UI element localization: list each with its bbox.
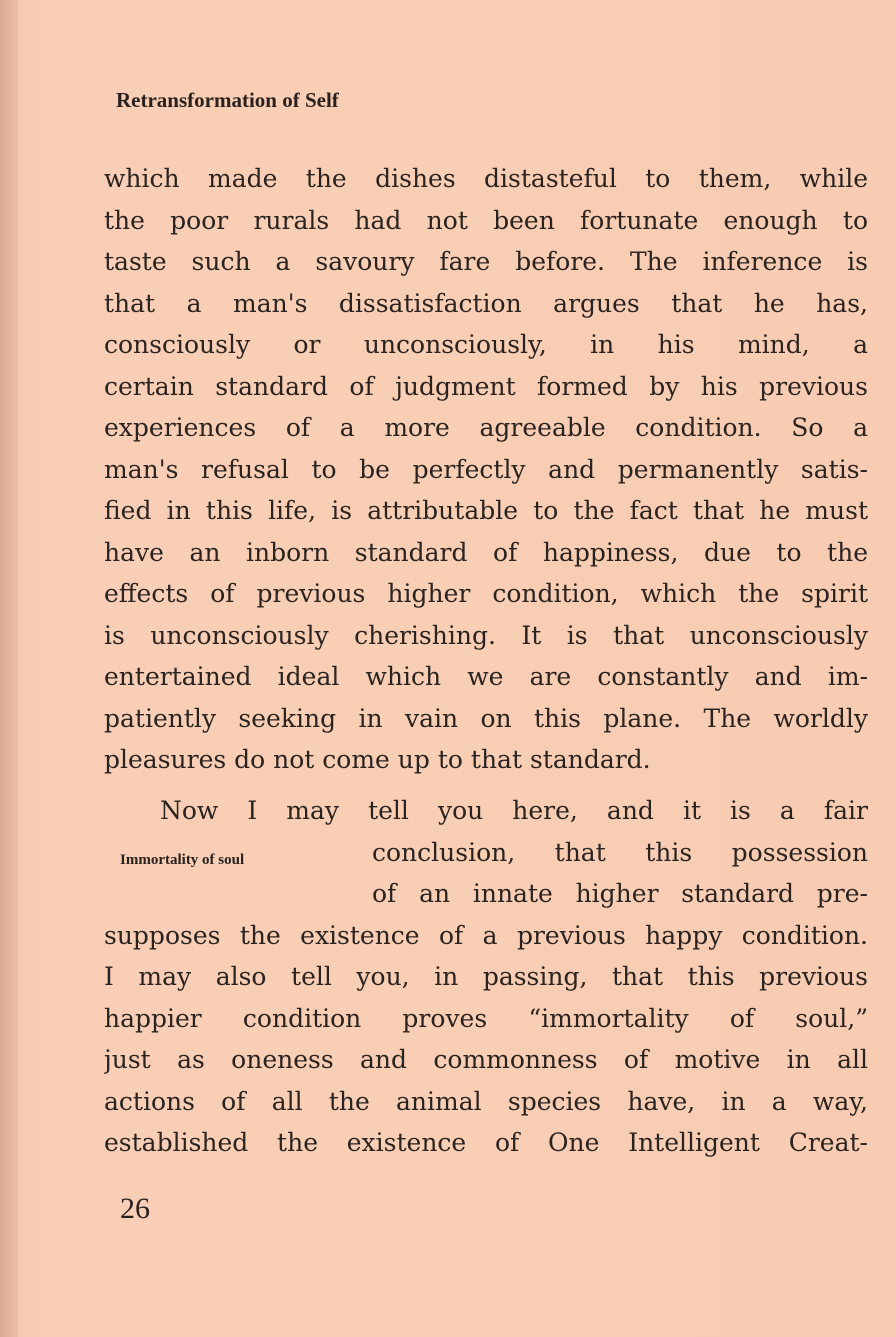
text-line: that a man's dissatisfaction argues that he has, — [104, 288, 868, 318]
text-line: taste such a savoury fare before. The inference is — [104, 247, 868, 276]
paragraph-2 — [104, 790, 868, 1164]
text-line: pleasures do not come up to that standard. — [104, 745, 651, 774]
text-line: certain standard of judgment formed by his previous — [104, 371, 868, 401]
page-spine-shadow — [0, 0, 18, 1337]
text-line: of an innate higher standard pre- — [372, 879, 868, 908]
text-line: happier condition proves “immortality of soul,” — [104, 1003, 868, 1033]
text-line: the poor rurals had not been fortunate enough to — [104, 205, 868, 235]
page-number: 26 — [120, 1192, 150, 1225]
margin-note: Immortality of soul — [120, 852, 245, 868]
text-line: have an inborn standard of happiness, due to the — [104, 537, 868, 567]
text-line: actions of all the animal species have, in a way, — [104, 1086, 868, 1116]
text-line: just as oneness and commonness of motive in all — [104, 1045, 868, 1074]
text-line: established the existence of One Intelligent Creat- — [104, 1128, 868, 1157]
text-line: entertained ideal which we are constantly and im- — [104, 662, 868, 691]
text-line: I may also tell you, in passing, that this previous — [104, 962, 868, 991]
text-line: which made the dishes distasteful to them, while — [104, 164, 868, 193]
text-line: conclusion, that this possession — [372, 837, 868, 867]
text-line: patiently seeking in vain on this plane. The worldly — [104, 703, 868, 733]
paragraph-1 — [104, 158, 868, 781]
text-line: supposes the existence of a previous happy condition. — [104, 920, 868, 950]
text-line: is unconsciously cherishing. It is that unconsciously — [104, 620, 868, 650]
text-line: fied in this life, is attributable to the fact that he must — [104, 496, 868, 525]
text-line: effects of previous higher condition, which the spirit — [104, 579, 868, 608]
text-line: consciously or unconsciously, in his mind, a — [104, 330, 868, 359]
text-line: Now I may tell you here, and it is a fair — [160, 796, 868, 825]
text-line: man's refusal to be perfectly and permanently satis- — [104, 454, 868, 484]
text-line: experiences of a more agreeable condition. So a — [104, 413, 868, 442]
running-head: Retransformation of Self — [116, 88, 339, 112]
